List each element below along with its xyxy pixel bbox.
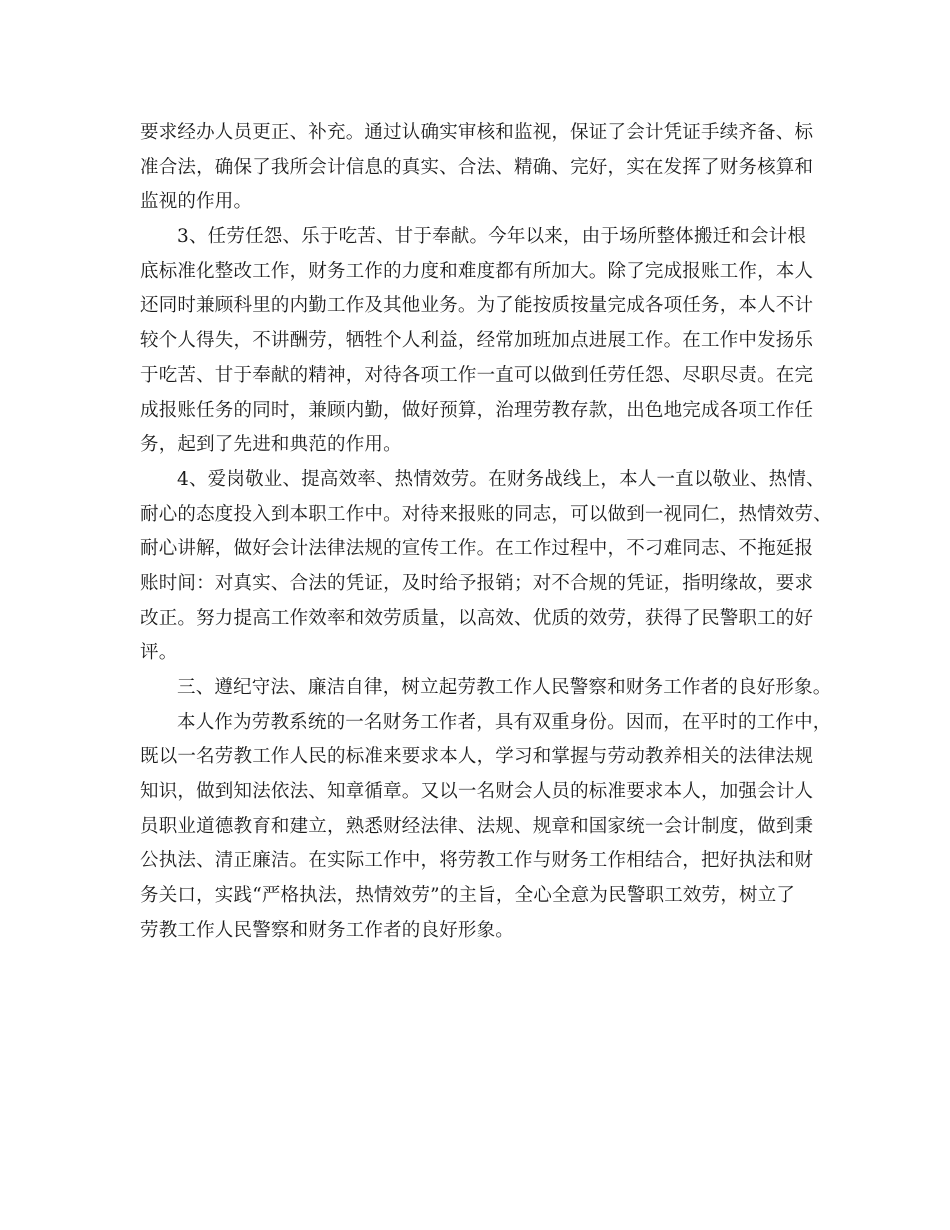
text-line: 底标准化整改工作，财务工作的力度和难度都有所加大。除了完成报账工作，本人 — [140, 260, 814, 282]
text-line: 较个人得失，不讲酬劳，牺牲个人利益，经常加班加点进展工作。在工作中发扬乐 — [140, 330, 814, 352]
text-line: 耐心讲解，做好会计法律法规的宣传工作。在工作过程中，不刁难同志、不拖延报 — [140, 538, 814, 560]
text-line: 要求经办人员更正、补充。通过认确实审核和监视，保证了会计凭证手续齐备、标 — [140, 122, 814, 143]
text-line: 评。 — [140, 642, 178, 664]
text-line: 本人作为劳教系统的一名财务工作者，具有双重身份。因而，在平时的工作中， — [177, 711, 832, 733]
text-line: 成报账任务的同时，兼顾内勤，做好预算，治理劳教存款，出色地完成各项工作任 — [140, 399, 814, 421]
text-line: 账时间：对真实、合法的凭证，及时给予报销；对不合规的凭证，指明缘故，要求 — [140, 572, 814, 594]
text-line: 准合法，确保了我所会计信息的真实、合法、精确、完好，实在发挥了财务核算和 — [140, 156, 814, 178]
text-line: 改正。努力提高工作效率和效劳质量，以高效、优质的效劳，获得了民警职工的好 — [140, 607, 814, 629]
text-line: 务，起到了先进和典范的作用。 — [140, 434, 402, 456]
text-line: 既以一名劳教工作人民的标准来要求本人，学习和掌握与劳动教养相关的法律法规 — [140, 746, 814, 768]
text-line: 知识，做到知法依法、知章循章。又以一名财会人员的标准要求本人，加强会计人 — [140, 781, 814, 803]
text-line: 劳教工作人民警察和财务工作者的良好形象。 — [140, 919, 515, 941]
text-line: 4、爱岗敬业、提高效率、热情效劳。在财务战线上，本人一直以敬业、热情、 — [177, 468, 825, 490]
text-line: 于吃苦、甘于奉献的精神，对待各项工作一直可以做到任劳任怨、尽职尽责。在完 — [140, 364, 814, 386]
text-line: 监视的作用。 — [140, 191, 253, 213]
text-line: 耐心的态度投入到本职工作中。对待来报账的同志，可以做到一视同仁，热情效劳、 — [140, 503, 832, 525]
text-line: 务关口，实践“严格执法，热情效劳”的主旨，全心全意为民警职工效劳，树立了 — [140, 885, 796, 907]
text-line: 员职业道德教育和建立，熟悉财经法律、法规、规章和国家统一会计制度，做到秉 — [140, 815, 814, 837]
text-line: 3、任劳任怨、乐于吃苦、甘于奉献。今年以来，由于场所整体搬迁和会计根 — [177, 226, 807, 248]
text-line: 公执法、清正廉洁。在实际工作中，将劳教工作与财务工作相结合，把好执法和财 — [140, 850, 814, 872]
text-line: 三、遵纪守法、廉洁自律，树立起劳教工作人民警察和财务工作者的良好形象。 — [177, 677, 832, 698]
document-body — [140, 116, 830, 949]
text-line: 还同时兼顾科里的内勤工作及其他业务。为了能按质按量完成各项任务，本人不计 — [140, 295, 814, 317]
